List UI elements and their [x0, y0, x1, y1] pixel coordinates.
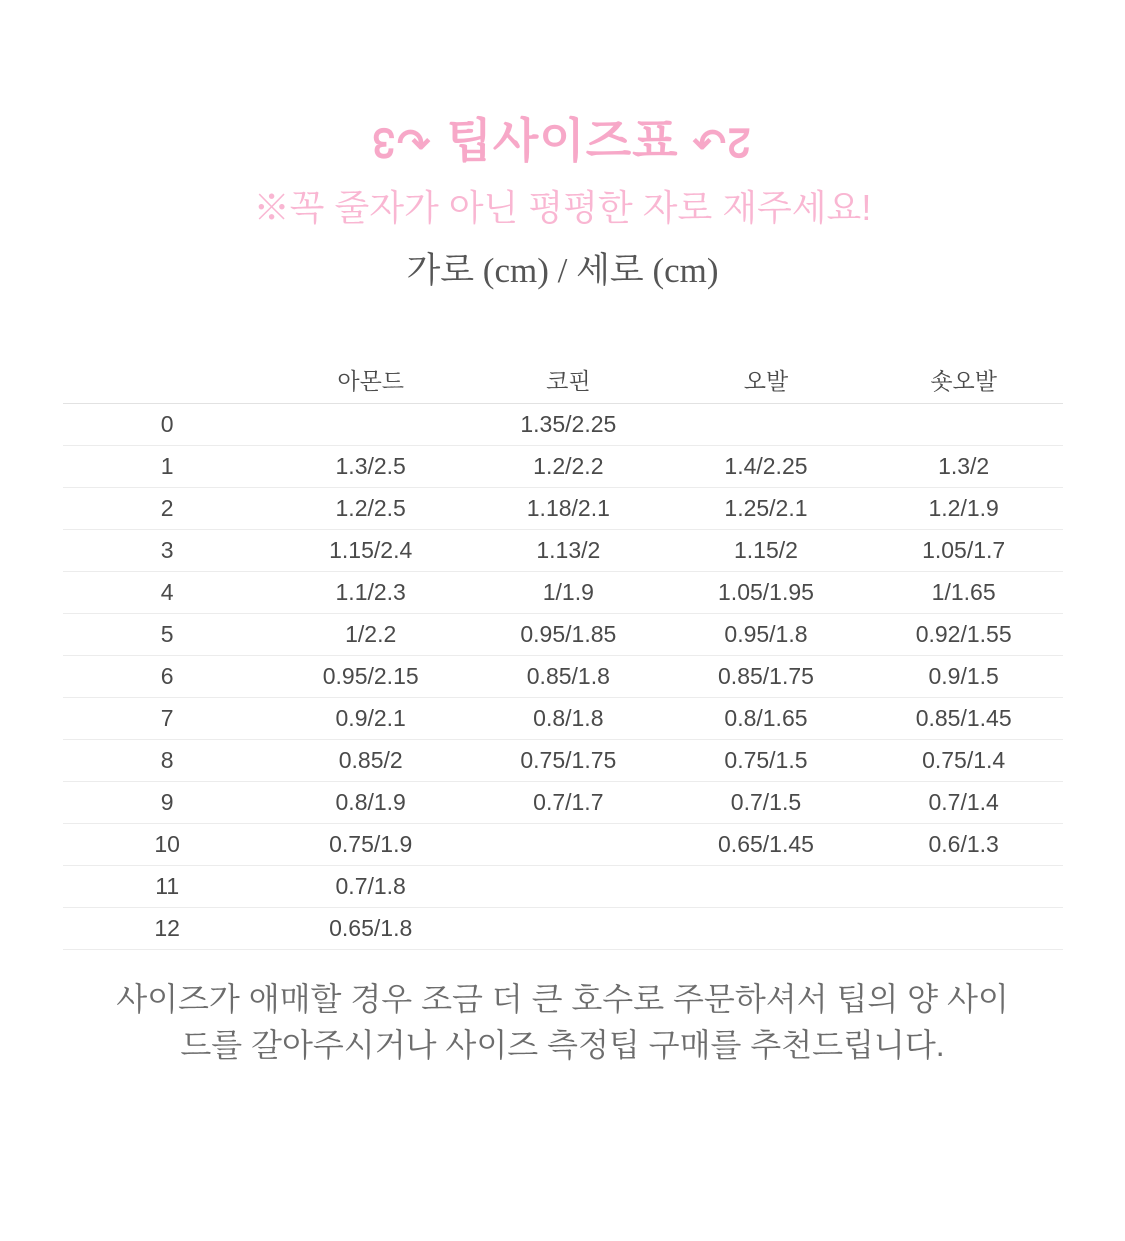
cell-coffin — [470, 866, 668, 908]
cell-coffin: 0.95/1.85 — [470, 614, 668, 656]
cell-almond: 0.85/2 — [272, 740, 470, 782]
cell-short-oval: 0.9/1.5 — [865, 656, 1063, 698]
table-body — [63, 404, 1063, 950]
table-row — [63, 572, 1063, 614]
table-head — [63, 355, 1063, 404]
cell-oval: 0.95/1.8 — [667, 614, 865, 656]
cell-coffin — [470, 824, 668, 866]
cell-short-oval — [865, 866, 1063, 908]
cell-coffin: 1/1.9 — [470, 572, 668, 614]
page-title-text: 팁사이즈표 — [446, 114, 679, 167]
cell-almond: 1.3/2.5 — [272, 446, 470, 488]
cell-oval: 0.65/1.45 — [667, 824, 865, 866]
row-index: 2 — [63, 488, 272, 530]
cell-almond: 0.75/1.9 — [272, 824, 470, 866]
cell-short-oval: 0.75/1.4 — [865, 740, 1063, 782]
page-title — [0, 112, 1125, 171]
decoration-right-icon: ↶↊ — [692, 122, 753, 166]
cell-oval: 1.25/2.1 — [667, 488, 865, 530]
cell-almond: 0.65/1.8 — [272, 908, 470, 950]
cell-short-oval: 0.7/1.4 — [865, 782, 1063, 824]
cell-short-oval: 1.3/2 — [865, 446, 1063, 488]
cell-short-oval — [865, 908, 1063, 950]
cell-almond — [272, 404, 470, 446]
measurement-units-label: 가로 (cm) / 세로 (cm) — [406, 250, 719, 290]
cell-short-oval: 0.6/1.3 — [865, 824, 1063, 866]
column-header-coffin: 코핀 — [470, 355, 668, 404]
footer-note-line-2: 드를 갈아주시거나 사이즈 측정팁 구매를 추천드립니다. — [180, 1027, 945, 1064]
cell-short-oval: 0.92/1.55 — [865, 614, 1063, 656]
cell-oval — [667, 908, 865, 950]
table-row — [63, 488, 1063, 530]
cell-almond: 1.15/2.4 — [272, 530, 470, 572]
row-index: 8 — [63, 740, 272, 782]
size-table — [63, 355, 1063, 950]
cell-coffin: 0.85/1.8 — [470, 656, 668, 698]
cell-coffin: 0.7/1.7 — [470, 782, 668, 824]
cell-coffin: 1.18/2.1 — [470, 488, 668, 530]
column-header-oval: 오발 — [667, 355, 865, 404]
table-row — [63, 782, 1063, 824]
cell-almond: 1/2.2 — [272, 614, 470, 656]
cell-short-oval: 1.05/1.7 — [865, 530, 1063, 572]
cell-coffin — [470, 908, 668, 950]
table-row — [63, 404, 1063, 446]
cell-oval: 0.7/1.5 — [667, 782, 865, 824]
cell-oval: 0.85/1.75 — [667, 656, 865, 698]
row-index: 10 — [63, 824, 272, 866]
page-header — [0, 0, 1125, 293]
row-index: 3 — [63, 530, 272, 572]
cell-coffin: 0.75/1.75 — [470, 740, 668, 782]
cell-coffin: 1.35/2.25 — [470, 404, 668, 446]
table-row — [63, 698, 1063, 740]
table-row — [63, 446, 1063, 488]
size-table-container — [63, 355, 1063, 950]
footer-note-line-1: 사이즈가 애매할 경우 조금 더 큰 호수로 주문하셔서 팁의 양 사이 — [116, 981, 1009, 1018]
cell-almond: 0.9/2.1 — [272, 698, 470, 740]
page-subtitle: ※꼭 줄자가 아닌 평평한 자로 재주세요! — [253, 186, 872, 228]
cell-oval: 1.4/2.25 — [667, 446, 865, 488]
row-index: 7 — [63, 698, 272, 740]
decoration-left-icon: ↋↷ — [372, 122, 433, 166]
cell-coffin: 0.8/1.8 — [470, 698, 668, 740]
row-index: 4 — [63, 572, 272, 614]
row-index: 1 — [63, 446, 272, 488]
column-header-short-oval: 숏오발 — [865, 355, 1063, 404]
table-corner-cell — [63, 355, 272, 404]
row-index: 0 — [63, 404, 272, 446]
table-row — [63, 866, 1063, 908]
cell-short-oval: 0.85/1.45 — [865, 698, 1063, 740]
cell-almond: 0.7/1.8 — [272, 866, 470, 908]
cell-oval — [667, 866, 865, 908]
cell-short-oval: 1.2/1.9 — [865, 488, 1063, 530]
table-row — [63, 530, 1063, 572]
cell-oval: 1.05/1.95 — [667, 572, 865, 614]
cell-short-oval — [865, 404, 1063, 446]
row-index: 9 — [63, 782, 272, 824]
row-index: 5 — [63, 614, 272, 656]
table-header-row — [63, 355, 1063, 404]
cell-short-oval: 1/1.65 — [865, 572, 1063, 614]
column-header-almond: 아몬드 — [272, 355, 470, 404]
footer-note — [53, 976, 1073, 1069]
table-row — [63, 740, 1063, 782]
cell-almond: 1.1/2.3 — [272, 572, 470, 614]
cell-coffin: 1.13/2 — [470, 530, 668, 572]
row-index: 11 — [63, 866, 272, 908]
cell-almond: 0.8/1.9 — [272, 782, 470, 824]
table-row — [63, 614, 1063, 656]
cell-oval: 1.15/2 — [667, 530, 865, 572]
row-index: 6 — [63, 656, 272, 698]
row-index: 12 — [63, 908, 272, 950]
cell-coffin: 1.2/2.2 — [470, 446, 668, 488]
table-row — [63, 908, 1063, 950]
table-row — [63, 656, 1063, 698]
table-row — [63, 824, 1063, 866]
cell-oval — [667, 404, 865, 446]
cell-almond: 1.2/2.5 — [272, 488, 470, 530]
cell-oval: 0.8/1.65 — [667, 698, 865, 740]
cell-oval: 0.75/1.5 — [667, 740, 865, 782]
cell-almond: 0.95/2.15 — [272, 656, 470, 698]
